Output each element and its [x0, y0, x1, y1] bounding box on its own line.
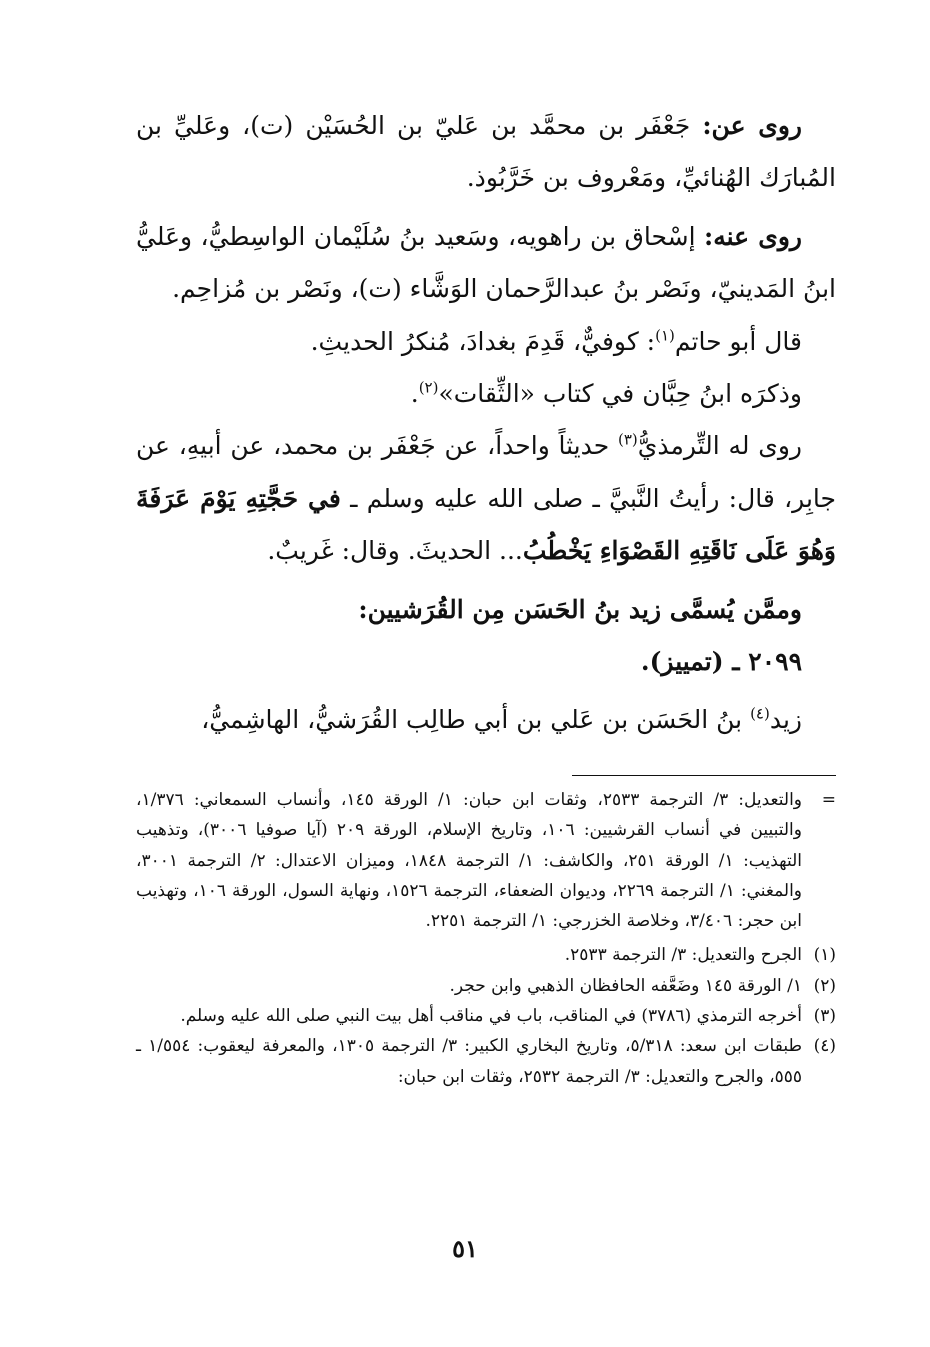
footnote-separator [572, 775, 836, 776]
footnote-mark: (٣) [813, 1006, 836, 1027]
footnote-item [136, 1031, 836, 1092]
entry-number: ٢٠٩٩ ـ (تمييز). [640, 647, 802, 677]
footnote-item [136, 940, 836, 970]
footnote-item [136, 971, 836, 1001]
ibn-hibban-paragraph: وذكرَه ابنُ حِبَّان في كتاب «الثِّقات»$^{(٢)}$. [410, 378, 802, 409]
narrators-label: روى عنه: [703, 221, 802, 251]
footnote-ref: (٤) [750, 705, 770, 724]
section-heading: وممَّن يُسمَّى زيد بنُ الحَسَن مِن القُرَشيين: [358, 594, 802, 624]
footnote-text: أخرجه الترمذي (٣٧٨٦) في المناقب، باب في مناقب أهل بيت النبي صلى الله عليه وسلم. [180, 1006, 802, 1027]
narrated-from-text: جَعْفَر بن محمَّد بن عَليّ بن الحُسَيْن (ت)، وعَليِّ بن المُبارَك الهُنائيِّ، ومَعْروف بن خَرَّبُوذ. [136, 111, 836, 193]
footnote-continuation [136, 785, 836, 936]
abu-hatim-paragraph: قال أبو حاتم$^{(١)}$: كوفيٌّ، قَدِمَ بغدادَ، مُنكرُ الحديثِ. [310, 326, 802, 356]
footnote-ref: (١) [655, 326, 675, 345]
footnote-text: والتعديل: ٣/ الترجمة ٢٥٣٣، وثقات ابن حبان: ١/ الورقة ١٤٥، وأنساب السمعاني: ١/٣٧٦، والتبيين في أنساب القرشيين: ١٠٦، وتاريخ الإسلام، الورقة ٢٠٩ (آيا صوفيا ٣٠٠٦)، وتذهيب التهذيب: ١/ الورقة ٢٥١، والكاشف: ١/ الترجمة ١٨٤٨، وميزان الاعتدال: ٢/ الترجمة ٣٠٠١، والمغني: ١/ الترجمة ٢٢٦٩، وديوان الضعفاء، الترجمة ١٥٢٦، ونهاية السول، الورقة ١٠٦، وتهذيب ابن حجر: ٣/٤٠٦، وخلاصة الخزرجي: ١/ الترجمة ٢٢٥١. [136, 790, 803, 932]
footnote-text: الجرح والتعديل: ٣/ الترجمة ٢٥٣٣. [564, 945, 802, 966]
tirmidhi-paragraph: روى له التِّرمذيُّ$^{(٣)}$ حديثاً واحداً، عن جَعْفَر بن محمد، عن أبيهِ، عن جابِر، قال: رأيتُ النَّبيَّ ـ صلى الله عليه وسلم ـ في حَجَّتِهِ يَوْمَ عَرَفَةَ وَهُوَ عَلَى نَاقَتِهِ القَصْوَاءِ يَخْطُبُ... الحديثَ. وقال: غَريبٌ. [136, 431, 837, 566]
main-text [136, 100, 836, 747]
footnote-ref: (٢) [418, 378, 439, 397]
page-number: ٥١ [452, 1234, 478, 1263]
entry-paragraph: زيد$^{(٤)}$ بنُ الحَسَن بن عَلي بن أبي طالِب القُرَشيُّ، الهاشِميُّ، [201, 705, 802, 735]
footnote-mark: = [821, 790, 836, 810]
footnote-text: طبقات ابن سعد: ٥/٣١٨، وتاريخ البخاري الكبير: ٣/ الترجمة ١٣٠٥، والمعرفة ليعقوب: ١/٥٥٤ ـ ٥٥٥، والجرح والتعديل: ٣/ الترجمة ٢٥٣٢، وثقات ابن حبان: [136, 1036, 802, 1087]
narrators-text: إسْحاق بن راهويه، وسَعيد بنُ سُلَيْمان الواسِطيُّ، وعَليُّ ابنُ المَدينيّ، ونَصْر بنُ عبدالرَّحمان الوَشَّاء (ت)، ونَصْر بن مُزاحِم. [136, 221, 836, 304]
hadith-text: في حَجَّتِهِ يَوْمَ عَرَفَةَ وَهُوَ عَلَى نَاقَتِهِ القَصْوَاءِ يَخْطُبُ [136, 483, 836, 566]
footnotes [136, 785, 836, 1092]
narrated-from-label: روى عن: [702, 111, 803, 140]
narrators-paragraph [136, 211, 836, 316]
footnote-item [136, 1001, 836, 1031]
footnote-mark: (٤) [813, 1036, 836, 1057]
footnote-ref: (٣) [617, 431, 638, 450]
footnote-mark: (١) [813, 945, 836, 966]
narrated-from-paragraph [136, 100, 836, 205]
footnote-mark: (٢) [813, 975, 836, 996]
footnote-text: ١/ الورقة ١٤٥ وضَعَّفه الحافظان الذهبي وابن حجر. [449, 975, 802, 996]
